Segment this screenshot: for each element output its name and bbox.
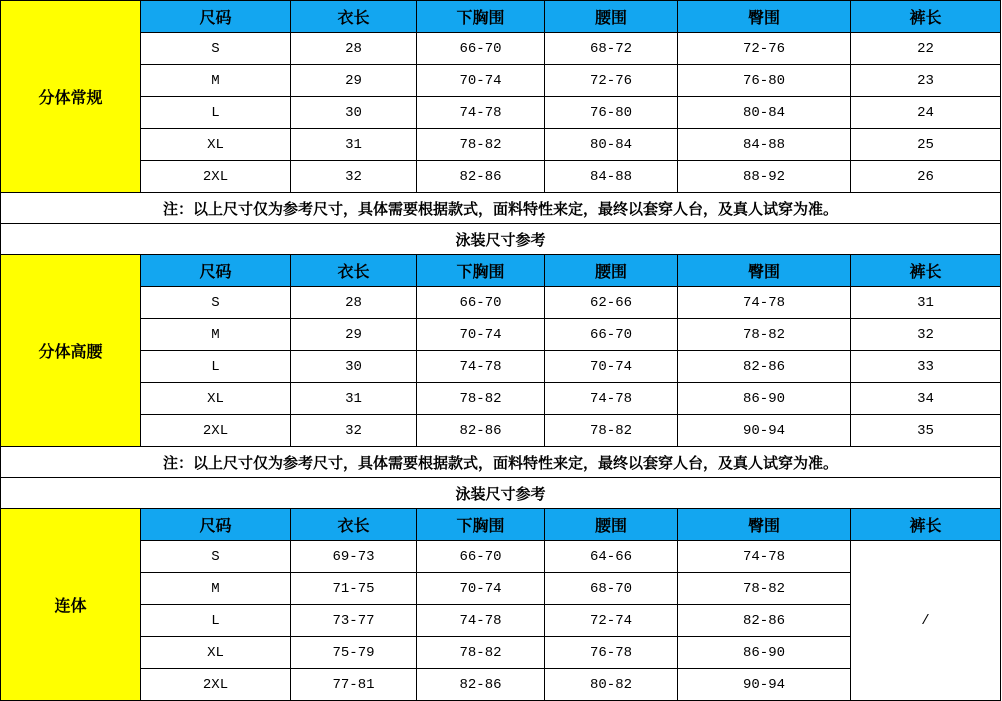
table-cell: 74-78 bbox=[417, 97, 545, 129]
table-cell: S bbox=[141, 541, 291, 573]
table-cell: 32 bbox=[291, 161, 417, 193]
table-cell: 76-80 bbox=[678, 65, 851, 97]
table-cell: 70-74 bbox=[417, 65, 545, 97]
column-header: 尺码 bbox=[141, 255, 291, 287]
table-cell: 28 bbox=[291, 287, 417, 319]
table-cell: 31 bbox=[291, 383, 417, 415]
table-cell: 64-66 bbox=[545, 541, 678, 573]
table-cell: 72-76 bbox=[545, 65, 678, 97]
column-header: 衣长 bbox=[291, 1, 417, 33]
column-header: 尺码 bbox=[141, 509, 291, 541]
table-cell: 68-72 bbox=[545, 33, 678, 65]
table-cell: 75-79 bbox=[291, 637, 417, 669]
table-cell: 2XL bbox=[141, 415, 291, 447]
category-label: 分体常规 bbox=[1, 1, 141, 193]
table-cell: 90-94 bbox=[678, 669, 851, 701]
table-cell: 68-70 bbox=[545, 573, 678, 605]
table-cell: 28 bbox=[291, 33, 417, 65]
table-cell: 76-80 bbox=[545, 97, 678, 129]
table-cell: 82-86 bbox=[417, 161, 545, 193]
table-cell: 71-75 bbox=[291, 573, 417, 605]
table-cell: 34 bbox=[851, 383, 1001, 415]
column-header: 腰围 bbox=[545, 255, 678, 287]
table-cell: 30 bbox=[291, 351, 417, 383]
table-row bbox=[1, 33, 1001, 65]
table-cell: 78-82 bbox=[678, 319, 851, 351]
table-cell: 29 bbox=[291, 319, 417, 351]
caption-row bbox=[1, 224, 1001, 255]
column-header: 臀围 bbox=[678, 509, 851, 541]
table-cell: 70-74 bbox=[417, 319, 545, 351]
size-note: 注：以上尺寸仅为参考尺寸，具体需要根据款式，面料特性来定，最终以套穿人台，及真人试穿为准。 bbox=[1, 447, 1001, 478]
table-row bbox=[1, 383, 1001, 415]
table-cell: 66-70 bbox=[417, 541, 545, 573]
table-cell: XL bbox=[141, 383, 291, 415]
note-row bbox=[1, 193, 1001, 224]
table-row bbox=[1, 97, 1001, 129]
column-header: 裤长 bbox=[851, 255, 1001, 287]
table-cell: 73-77 bbox=[291, 605, 417, 637]
table-cell: 74-78 bbox=[417, 351, 545, 383]
table-cell: 78-82 bbox=[545, 415, 678, 447]
table-cell: 2XL bbox=[141, 161, 291, 193]
table-cell: 32 bbox=[291, 415, 417, 447]
table-cell: 74-78 bbox=[678, 541, 851, 573]
table-cell: 82-86 bbox=[678, 351, 851, 383]
category-label: 分体高腰 bbox=[1, 255, 141, 447]
column-header: 衣长 bbox=[291, 255, 417, 287]
table-cell: 66-70 bbox=[545, 319, 678, 351]
table-cell: M bbox=[141, 573, 291, 605]
table-cell: 72-76 bbox=[678, 33, 851, 65]
table-cell: 70-74 bbox=[417, 573, 545, 605]
table-cell: 82-86 bbox=[417, 415, 545, 447]
header-row bbox=[1, 255, 1001, 287]
table-cell: 33 bbox=[851, 351, 1001, 383]
table-cell: 82-86 bbox=[417, 669, 545, 701]
column-header: 臀围 bbox=[678, 1, 851, 33]
table-cell: 72-74 bbox=[545, 605, 678, 637]
table-cell: S bbox=[141, 33, 291, 65]
table-cell: 74-78 bbox=[545, 383, 678, 415]
column-header: 腰围 bbox=[545, 1, 678, 33]
table-cell: 66-70 bbox=[417, 287, 545, 319]
table-cell: L bbox=[141, 97, 291, 129]
table-cell: 2XL bbox=[141, 669, 291, 701]
table-cell: 66-70 bbox=[417, 33, 545, 65]
column-header: 下胸围 bbox=[417, 1, 545, 33]
table-cell: 74-78 bbox=[417, 605, 545, 637]
table-cell: 31 bbox=[851, 287, 1001, 319]
table-cell: 80-84 bbox=[678, 97, 851, 129]
column-header: 臀围 bbox=[678, 255, 851, 287]
table-cell: 22 bbox=[851, 33, 1001, 65]
table-cell: 70-74 bbox=[545, 351, 678, 383]
table-cell: 88-92 bbox=[678, 161, 851, 193]
table-row bbox=[1, 541, 1001, 573]
header-row bbox=[1, 1, 1001, 33]
table-cell: 82-86 bbox=[678, 605, 851, 637]
table-row bbox=[1, 65, 1001, 97]
merged-trouser-length-cell: / bbox=[851, 541, 1001, 701]
table-cell: M bbox=[141, 319, 291, 351]
table-cell: 77-81 bbox=[291, 669, 417, 701]
table-cell: 80-84 bbox=[545, 129, 678, 161]
table-cell: L bbox=[141, 351, 291, 383]
table-cell: 80-82 bbox=[545, 669, 678, 701]
table-cell: 74-78 bbox=[678, 287, 851, 319]
table-cell: 25 bbox=[851, 129, 1001, 161]
column-header: 衣长 bbox=[291, 509, 417, 541]
column-header: 下胸围 bbox=[417, 255, 545, 287]
table-cell: 62-66 bbox=[545, 287, 678, 319]
table-cell: S bbox=[141, 287, 291, 319]
table-cell: 86-90 bbox=[678, 383, 851, 415]
caption-row bbox=[1, 478, 1001, 509]
table-cell: 84-88 bbox=[545, 161, 678, 193]
table-cell: L bbox=[141, 605, 291, 637]
table-cell: 69-73 bbox=[291, 541, 417, 573]
section-caption: 泳装尺寸参考 bbox=[1, 478, 1001, 509]
table-row bbox=[1, 287, 1001, 319]
table-row bbox=[1, 129, 1001, 161]
note-row bbox=[1, 447, 1001, 478]
table-cell: 84-88 bbox=[678, 129, 851, 161]
table-cell: XL bbox=[141, 637, 291, 669]
table-row bbox=[1, 161, 1001, 193]
table-cell: 78-82 bbox=[678, 573, 851, 605]
table-row bbox=[1, 415, 1001, 447]
table-cell: 78-82 bbox=[417, 637, 545, 669]
table-cell: 76-78 bbox=[545, 637, 678, 669]
table-cell: 78-82 bbox=[417, 129, 545, 161]
category-label: 连体 bbox=[1, 509, 141, 701]
table-cell: 31 bbox=[291, 129, 417, 161]
column-header: 腰围 bbox=[545, 509, 678, 541]
section-caption: 泳装尺寸参考 bbox=[1, 224, 1001, 255]
column-header: 尺码 bbox=[141, 1, 291, 33]
table-cell: M bbox=[141, 65, 291, 97]
table-row bbox=[1, 319, 1001, 351]
table-cell: 23 bbox=[851, 65, 1001, 97]
table-cell: 24 bbox=[851, 97, 1001, 129]
header-row bbox=[1, 509, 1001, 541]
table-cell: 32 bbox=[851, 319, 1001, 351]
table-cell: 35 bbox=[851, 415, 1001, 447]
table-cell: 29 bbox=[291, 65, 417, 97]
table-cell: XL bbox=[141, 129, 291, 161]
column-header: 裤长 bbox=[851, 1, 1001, 33]
size-note: 注：以上尺寸仅为参考尺寸，具体需要根据款式，面料特性来定，最终以套穿人台，及真人试穿为准。 bbox=[1, 193, 1001, 224]
table-row bbox=[1, 351, 1001, 383]
table-cell: 90-94 bbox=[678, 415, 851, 447]
table-cell: 78-82 bbox=[417, 383, 545, 415]
table-cell: 30 bbox=[291, 97, 417, 129]
column-header: 下胸围 bbox=[417, 509, 545, 541]
table-cell: 86-90 bbox=[678, 637, 851, 669]
table-cell: 26 bbox=[851, 161, 1001, 193]
column-header: 裤长 bbox=[851, 509, 1001, 541]
